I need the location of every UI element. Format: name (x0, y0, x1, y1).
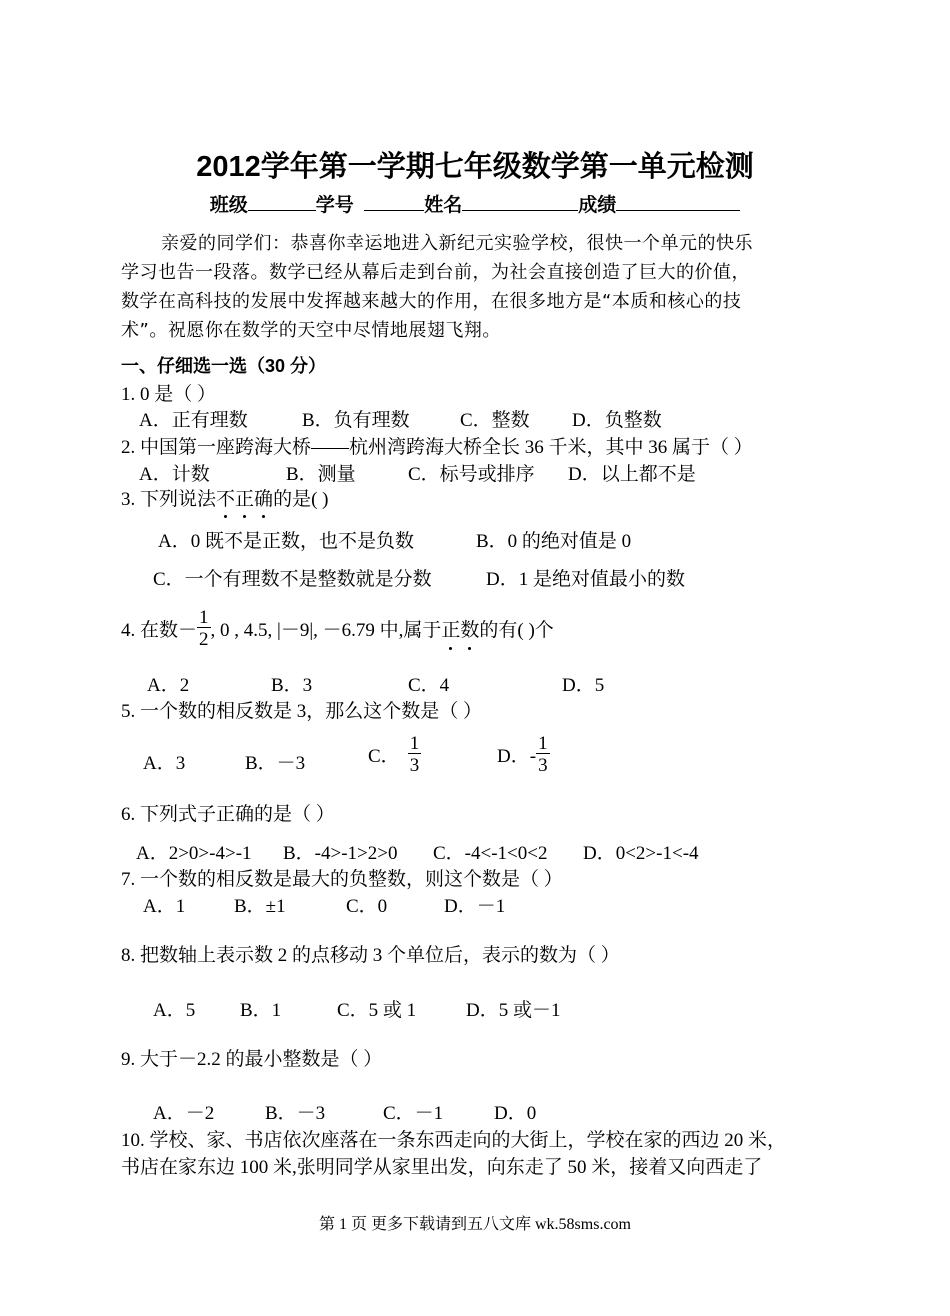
q3-option-d[interactable]: D．1 是绝对值最小的数 (486, 569, 685, 590)
q3-stem-post: 的是( ) (273, 489, 329, 510)
q6-option-b[interactable]: B．-4>-1>2>0 (283, 843, 398, 864)
q9-option-d[interactable]: D．0 (494, 1103, 537, 1124)
student-no-label: 学号 (315, 195, 354, 216)
emphasis-char: 确 (254, 489, 274, 510)
q3-option-b[interactable]: B．0 的绝对值是 0 (476, 531, 632, 552)
q5-option-a[interactable]: A．3 (143, 753, 186, 774)
fraction-third (408, 734, 422, 775)
q9-option-a[interactable]: A．－2 (153, 1103, 215, 1124)
q2-stem: 2. 中国第一座跨海大桥——杭州湾跨海大桥全长 36 千米，其中 36 属于（ ） (121, 437, 753, 458)
q5-option-d-label: D．- (497, 746, 537, 767)
q7-stem: 7. 一个数的相反数是最大的负整数，则这个数是（ ） (121, 869, 563, 890)
score-label: 成绩 (578, 195, 617, 216)
emphasis-char: 不 (216, 489, 236, 510)
q3-option-a[interactable]: A．0 既不是正数，也不是负数 (158, 531, 414, 552)
fraction-half (197, 608, 211, 649)
q2-option-b[interactable]: B．测量 (286, 464, 356, 485)
score-blank[interactable] (616, 194, 740, 211)
q1-option-c[interactable]: C．整数 (460, 410, 530, 431)
class-blank[interactable] (248, 194, 316, 211)
q3-option-c[interactable]: C．一个有理数不是整数就是分数 (153, 569, 432, 590)
q8-stem: 8. 把数轴上表示数 2 的点移动 3 个单位后，表示的数为（ ） (121, 945, 620, 966)
q8-option-b[interactable]: B．1 (240, 1000, 282, 1021)
fraction-numerator: 1 (199, 606, 209, 628)
q5-stem: 5. 一个数的相反数是 3，那么这个数是（ ） (121, 701, 483, 722)
q4-option-a[interactable]: A．2 (147, 675, 190, 696)
q5-option-d[interactable] (497, 734, 550, 775)
q7-option-b[interactable]: B．±1 (234, 896, 286, 917)
fraction-numerator: 1 (409, 733, 420, 754)
q7-option-d[interactable]: D．－1 (444, 896, 506, 917)
q7-option-c[interactable]: C．0 (346, 896, 388, 917)
q9-option-b[interactable]: B．－3 (265, 1103, 326, 1124)
fraction-denominator: 2 (199, 628, 209, 650)
q3-stem-pre: 3. 下列说法 (121, 489, 217, 510)
intro-line: 数学在高科技的发展中发挥越来越大的作用，在很多地方是“本质和核心的技 (121, 291, 742, 312)
student-no-blank[interactable] (364, 194, 424, 211)
fraction-numerator: 1 (538, 733, 548, 754)
emphasis-char: 数 (460, 615, 479, 642)
q9-option-c[interactable]: C．－1 (383, 1103, 444, 1124)
class-label: 班级 (209, 195, 248, 216)
emphasis-char: 正 (441, 615, 460, 642)
q4-stem-pre: 4. 在数－ (121, 619, 198, 641)
intro-line: 术”。祝愿你在数学的天空中尽情地展翅飞翔。 (121, 320, 501, 341)
student-info-line (0, 190, 950, 217)
q8-option-d[interactable]: D．5 或－1 (466, 1000, 561, 1021)
q10-stem-line: 书店在家东边 100 米,张明同学从家里出发，向东走了 50 米，接着又向西走了 (121, 1157, 763, 1178)
q4-stem-post: 的有( )个 (479, 619, 554, 641)
q4-option-b[interactable]: B．3 (271, 675, 313, 696)
q1-stem: 1. 0 是（ ） (121, 384, 217, 405)
q6-option-d[interactable]: D．0<2>-1<-4 (583, 843, 699, 864)
q8-option-a[interactable]: A．5 (153, 1000, 196, 1021)
q2-option-a[interactable]: A．计数 (139, 464, 210, 485)
fraction-denominator: 3 (409, 755, 420, 776)
page-title: 2012学年第一学期七年级数学第一单元检测 (196, 151, 754, 183)
q6-option-c[interactable]: C．-4<-1<0<2 (433, 843, 548, 864)
emphasis-char: 正 (235, 489, 255, 510)
q9-stem: 9. 大于－2.2 的最小整数是（ ） (121, 1049, 383, 1070)
q10-stem-line: 10. 学校、家、书店依次座落在一条东西走向的大街上，学校在家的西边 20 米， (121, 1130, 787, 1151)
name-label: 姓名 (424, 195, 463, 216)
fraction-denominator: 3 (538, 755, 548, 776)
q2-option-c[interactable]: C．标号或排序 (408, 464, 535, 485)
fraction-third (536, 734, 550, 775)
intro-line: 学习也告一段落。数学已经从幕后走到台前，为社会直接创造了巨大的价值， (121, 262, 750, 283)
q4-stem-mid: , 0 , 4.5, |－9|, －6.79 中,属于 (210, 619, 442, 641)
q4-option-d[interactable]: D．5 (562, 675, 605, 696)
q1-option-a[interactable]: A．正有理数 (139, 410, 248, 431)
q5-option-c[interactable] (368, 734, 421, 775)
q7-option-a[interactable]: A．1 (143, 896, 186, 917)
intro-line: 亲爱的同学们：恭喜你幸运地进入新纪元实验学校，很快一个单元的快乐 (161, 233, 753, 254)
q6-stem: 6. 下列式子正确的是（ ） (121, 804, 335, 825)
q1-option-d[interactable]: D．负整数 (572, 410, 662, 431)
q8-option-c[interactable]: C．5 或 1 (337, 1000, 417, 1021)
name-blank[interactable] (462, 194, 578, 211)
q4-stem (121, 600, 554, 656)
page-footer: 第 1 页 更多下载请到五八文库 wk.58sms.com (318, 1216, 631, 1233)
q1-option-b[interactable]: B．负有理数 (302, 410, 410, 431)
q6-option-a[interactable]: A．2>0>-4>-1 (136, 843, 252, 864)
q5-option-b[interactable]: B．－3 (245, 753, 306, 774)
q4-option-c[interactable]: C．4 (408, 675, 450, 696)
q5-option-c-label: C． (368, 746, 400, 767)
section-heading: 一、仔细选一选（30 分） (121, 356, 327, 376)
intro-paragraph (121, 229, 841, 345)
q3-stem (121, 484, 328, 511)
q2-option-d[interactable]: D．以上都不是 (568, 464, 696, 485)
